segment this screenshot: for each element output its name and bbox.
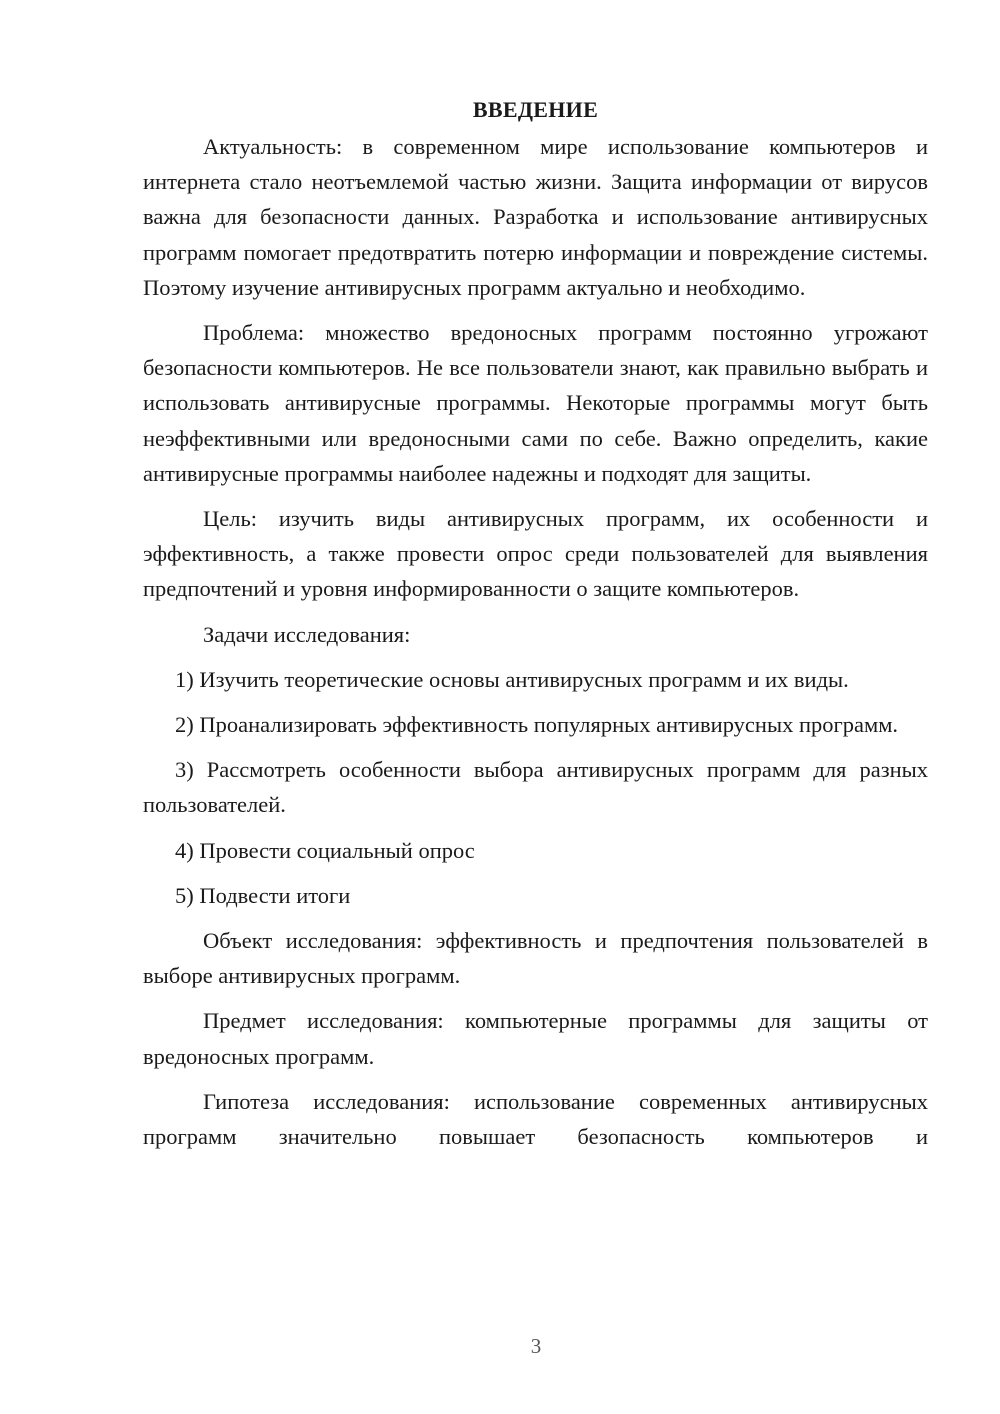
task-item-2: 2) Проанализировать эффективность популярных антивирусных программ. (175, 712, 899, 738)
paragraph-goal: Цель: изучить виды антивирусных программ, их особенности и эффективность, а также провести опрос среди пользователей для выявления предпочтений и уровня информированности о защите компьютеров. (143, 506, 928, 602)
paragraph-hypothesis: Гипотеза исследования: использование современных антивирусных программ значительно повышает безопасность компьютеров и (143, 1088, 928, 1150)
task-item-5: 5) Подвести итоги (175, 882, 351, 908)
document-page (143, 92, 928, 1164)
page-number: 3 (530, 1334, 542, 1358)
task-item-4: 4) Провести социальный опрос (175, 837, 475, 863)
task-item-1: 1) Изучить теоретические основы антивирусных программ и их виды. (175, 666, 849, 692)
paragraph-subject: Предмет исследования: компьютерные программы для защиты от вредоносных программ. (143, 1008, 928, 1069)
paragraph-problem: Проблема: множество вредоносных программ постоянно угрожают безопасности компьютеров. Не все пользователи знают, как правильно выбрать и использовать антивирусные программы. Некоторые программы могут быть неэффективными или вредоносными сами по себе. Важно определить, какие антивирусные программы наиболее надежны и подходят для защиты. (143, 320, 928, 486)
section-title: ВВЕДЕНИЕ (472, 97, 599, 122)
tasks-heading: Задачи исследования: (203, 621, 411, 647)
paragraph-relevance: Актуальность: в современном мире использование компьютеров и интернета стало неотъемлемой частью жизни. Защита информации от вирусов важна для безопасности данных. Разработка и использование антивирусных программ помогает предотвратить потерю информации и повреждение системы. Поэтому изучение антивирусных программ актуально и необходимо. (143, 134, 928, 300)
paragraph-object: Объект исследования: эффективность и предпочтения пользователей в выборе антивирусных программ. (143, 928, 928, 989)
task-item-3: 3) Рассмотреть особенности выбора антивирусных программ для разных пользователей. (143, 757, 928, 818)
